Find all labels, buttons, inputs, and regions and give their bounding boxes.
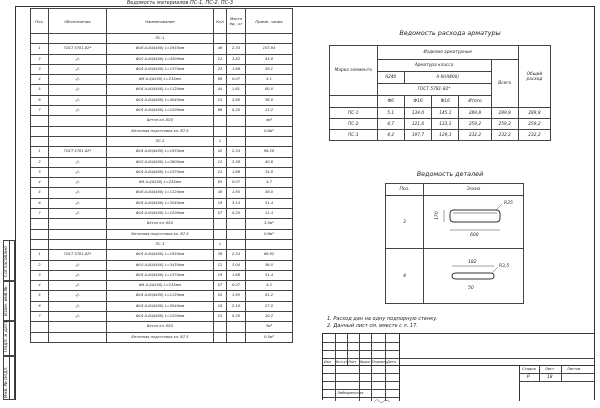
- cell-pos: 3: [31, 270, 49, 280]
- cell-note: 0.6м³: [246, 229, 293, 239]
- cell-designation: -//-: [49, 281, 107, 291]
- cell-name: ПС-1: [107, 34, 214, 44]
- stamp-h-list: Лист: [545, 367, 555, 371]
- cell-designation: -//-: [49, 301, 107, 311]
- h-sub-10: Ф10: [404, 96, 431, 108]
- cell-qty: [214, 126, 227, 136]
- title-block: [322, 333, 594, 400]
- cell-designation: -//-: [49, 75, 107, 85]
- spec-row: [31, 291, 293, 301]
- cell-pos: [31, 219, 49, 229]
- cell-mass: 2.60: [227, 95, 246, 105]
- cell-note: [246, 239, 293, 249]
- cell-note: 27.0: [246, 301, 293, 311]
- cons-value: 232,2: [491, 130, 518, 141]
- stamp-sheet-number: 18: [547, 375, 553, 380]
- side-label-sign: Подп. и дата: [4, 320, 9, 352]
- cons-value: 129,3: [432, 130, 459, 141]
- detail-3-height: 170: [435, 211, 440, 220]
- spec-row: [31, 270, 293, 280]
- cell-pos: [31, 332, 49, 342]
- cell-note: 31.4: [246, 270, 293, 280]
- cell-pos: [31, 229, 49, 239]
- cell-designation: -//-: [49, 167, 107, 177]
- cell-note: 11.4: [246, 209, 293, 219]
- cell-qty: [214, 219, 227, 229]
- cell-designation: ГОСТ 5781-82*: [49, 250, 107, 260]
- cell-name: Ф16 А-III(А400) L=1935мм: [107, 44, 214, 54]
- cell-qty: [214, 322, 227, 332]
- consumption-row: [330, 108, 551, 119]
- detail-4-length: 182: [468, 260, 477, 265]
- cell-designation: [49, 239, 107, 249]
- cell-note: 31.4: [246, 198, 293, 208]
- spec-row: [31, 126, 293, 136]
- details-title: Ведомость деталей: [416, 170, 484, 178]
- cell-name: Ф16 А-III(А400) L=3540мм: [107, 198, 214, 208]
- cell-mass: 0.07: [227, 75, 246, 85]
- side-label-inv: Инв. № подл.: [4, 366, 9, 398]
- cell-pos: 2: [31, 157, 49, 167]
- cons-mark: ПС-2: [330, 119, 378, 130]
- cell-mass: 1.95: [227, 291, 246, 301]
- cell-qty: 42: [214, 147, 227, 157]
- cons-value: 4,2: [377, 130, 404, 141]
- cell-qty: 38: [214, 250, 227, 260]
- cell-name: Ф16 А-III(А400) L=1935мм: [107, 147, 214, 157]
- cell-pos: [31, 126, 49, 136]
- cell-name: Ф16 А-III(А400) L=1200мм: [107, 312, 214, 322]
- cell-mass: 2.34: [227, 44, 246, 54]
- details-table: [385, 183, 524, 304]
- cell-mass: 2.34: [227, 250, 246, 260]
- spec-row: [31, 281, 293, 291]
- cell-note: 0.5м³: [246, 332, 293, 342]
- cons-value: 232,2: [459, 130, 491, 141]
- cell-qty: 12: [214, 260, 227, 270]
- cons-value: 259,2: [518, 119, 550, 130]
- cell-qty: [214, 332, 227, 342]
- cell-pos: 7: [31, 106, 49, 116]
- cell-qty: 12: [214, 157, 227, 167]
- frame-left: [15, 6, 16, 400]
- cons-value: 133,1: [432, 119, 459, 130]
- cell-note: 4.7: [246, 178, 293, 188]
- cell-note: 4.2: [246, 281, 293, 291]
- cell-mass: 0.20: [227, 209, 246, 219]
- cell-designation: -//-: [49, 260, 107, 270]
- cell-note: 88.92: [246, 250, 293, 260]
- stamp-h-date: Дата: [387, 360, 396, 364]
- cell-qty: 57: [214, 281, 227, 291]
- cell-note: 40.6: [246, 157, 293, 167]
- cell-name: Ф16 А-III(А400) L=1120мм: [107, 85, 214, 95]
- cell-designation: -//-: [49, 157, 107, 167]
- h-sub-total: Итого: [459, 96, 491, 108]
- cell-mass: [227, 332, 246, 342]
- frame-right: [594, 6, 595, 400]
- cell-note: 36.5: [246, 260, 293, 270]
- cell-name: Ф16 А-III(А400) L=1370мм: [107, 270, 214, 280]
- cons-value: 145.1: [432, 108, 459, 119]
- cell-note: 45.8: [246, 54, 293, 64]
- cell-designation: -//-: [49, 291, 107, 301]
- spec-row: [31, 229, 293, 239]
- cell-name: Бетон кл. В25: [107, 116, 214, 126]
- cell-mass: 1.95: [227, 188, 246, 198]
- cell-pos: [31, 322, 49, 332]
- cell-mass: [227, 126, 246, 136]
- spec-row: [31, 157, 293, 167]
- cell-pos: 2: [31, 54, 49, 64]
- cell-pos: 7: [31, 209, 49, 219]
- cell-pos: 4: [31, 178, 49, 188]
- cell-mass: 1.81: [227, 85, 246, 95]
- spec-row: [31, 260, 293, 270]
- note-2: 2. Данный лист см. вместе с л. 17.: [327, 323, 418, 329]
- cell-designation: -//-: [49, 106, 107, 116]
- cell-note: 38.1: [246, 64, 293, 74]
- cell-qty: 69: [214, 75, 227, 85]
- cell-pos: 1: [31, 44, 49, 54]
- cell-pos: 6: [31, 95, 49, 105]
- spec-row: [31, 250, 293, 260]
- cell-pos: 5: [31, 291, 49, 301]
- cell-mass: [227, 116, 246, 126]
- consumption-row: [330, 130, 551, 141]
- cell-pos: 5: [31, 188, 49, 198]
- cell-note: 0.6м³: [246, 126, 293, 136]
- spec-row: [31, 219, 293, 229]
- cell-pos: 3: [31, 64, 49, 74]
- cell-name: Ф16 А-III(А400) L=3040мм: [107, 301, 214, 311]
- cell-qty: [214, 116, 227, 126]
- h-class: Арматура класса: [377, 60, 491, 72]
- stamp-h-lists: Листов: [567, 367, 581, 371]
- cell-name: Ф16 А-III(А400) L=1370мм: [107, 64, 214, 74]
- cell-designation: -//-: [49, 312, 107, 322]
- spec-row: [31, 106, 293, 116]
- cell-name: Ф16 А-III(А400) L=1200мм: [107, 209, 214, 219]
- cell-pos: 1: [31, 250, 49, 260]
- cell-name: Ф16 А-III(А400) L=1370мм: [107, 167, 214, 177]
- h-mark: Марка элемента: [330, 46, 378, 96]
- detail-3-drawing: [424, 196, 524, 246]
- cell-designation: [49, 116, 107, 126]
- cons-value: 259,2: [459, 119, 491, 130]
- cell-mass: [227, 34, 246, 44]
- rebar-consumption-table: [329, 45, 551, 141]
- cell-designation: [49, 136, 107, 146]
- cell-designation: -//-: [49, 54, 107, 64]
- consumption-row: [330, 119, 551, 130]
- cell-note: 13.2: [246, 106, 293, 116]
- h-total-col: Всего: [491, 60, 518, 108]
- cell-mass: 0.07: [227, 178, 246, 188]
- cell-name: ПС-3: [107, 239, 214, 249]
- cell-note: [246, 34, 293, 44]
- spec-row: [31, 75, 293, 85]
- stamp-h-sign: Подпись: [372, 360, 388, 364]
- cons-value: 259,2: [491, 119, 518, 130]
- h-a400: А-III(А400): [404, 72, 491, 84]
- col-name: Наименование: [107, 9, 214, 34]
- cons-value: 139.0: [404, 108, 431, 119]
- materials-spec-table: [30, 8, 293, 343]
- spec-row: [31, 64, 293, 74]
- cell-pos: 7: [31, 312, 49, 322]
- cell-pos: 6: [31, 301, 49, 311]
- cell-note: [246, 136, 293, 146]
- cell-qty: [214, 229, 227, 239]
- cell-mass: 0.20: [227, 312, 246, 322]
- detail-4-drawing: [424, 249, 524, 301]
- detail-pos-4: 4: [386, 249, 424, 304]
- cons-value: 232,2: [518, 130, 550, 141]
- detail-3-length: 600: [470, 233, 479, 238]
- cell-designation: -//-: [49, 85, 107, 95]
- cell-qty: 18: [214, 198, 227, 208]
- cell-note: 107.64: [246, 44, 293, 54]
- detail-sketch-3: [424, 196, 524, 249]
- cell-designation: ГОСТ 5781-82*: [49, 44, 107, 54]
- h-det-pos: Поз.: [386, 184, 424, 196]
- cell-name: Ф6 А-I(А240) L=232мм: [107, 281, 214, 291]
- spec-row: [31, 239, 293, 249]
- cell-qty: 15: [214, 95, 227, 105]
- cell-mass: 3.82: [227, 54, 246, 64]
- cell-qty: 55: [214, 291, 227, 301]
- cell-qty: 21: [214, 167, 227, 177]
- col-qty: Кол: [214, 9, 227, 34]
- cell-mass: [227, 229, 246, 239]
- cell-designation: [49, 229, 107, 239]
- stamp-author: Лебединских: [337, 390, 364, 395]
- cell-designation: -//-: [49, 95, 107, 105]
- stamp-h-sheet: Лист: [348, 360, 357, 364]
- cell-note: 4м³: [246, 116, 293, 126]
- cons-value: 289,8: [459, 108, 491, 119]
- cell-name: Бетонная подготовка кл. В7.5: [107, 332, 214, 342]
- cons-mark: ПС-1: [330, 108, 378, 119]
- detail-4-height: 50: [468, 286, 474, 291]
- spec-row: [31, 136, 293, 146]
- cell-qty: 66: [214, 106, 227, 116]
- stamp-h-count: Кол.уч: [336, 360, 348, 364]
- cell-mass: [227, 322, 246, 332]
- cell-name: Ф16 А-III(А400) L=1935мм: [107, 250, 214, 260]
- col-pos: Поз.: [31, 9, 49, 34]
- spec-row: [31, 85, 293, 95]
- cell-note: 98.28: [246, 147, 293, 157]
- cell-name: Ф16 А-III(А400) L=4040мм: [107, 95, 214, 105]
- h-det-sketch: Эскиз: [424, 184, 524, 196]
- side-label-replace: Взам. инв.№: [4, 286, 9, 316]
- cell-pos: 4: [31, 281, 49, 291]
- cell-qty: 63: [214, 178, 227, 188]
- cell-designation: [49, 332, 107, 342]
- cell-mass: 2.10: [227, 301, 246, 311]
- cell-qty: 57: [214, 209, 227, 219]
- cell-pos: 2: [31, 260, 49, 270]
- cons-value: 289,8: [491, 108, 518, 119]
- cell-designation: [49, 126, 107, 136]
- cell-name: Бетонная подготовка кл. В7.5: [107, 126, 214, 136]
- cell-mass: 0.20: [227, 106, 246, 116]
- cell-mass: 3.04: [227, 260, 246, 270]
- spec-row: [31, 301, 293, 311]
- cell-designation: -//-: [49, 188, 107, 198]
- cell-qty: 1: [214, 136, 227, 146]
- detail-pos-3: 3: [386, 196, 424, 249]
- cell-name: Ф16 А-III(А400) L=1200мм: [107, 106, 214, 116]
- cell-name: Бетон кл. В25: [107, 219, 214, 229]
- cell-name: Ф10 А-III(А400) L=4300мм: [107, 54, 214, 64]
- h-overall: Общий расход: [518, 46, 550, 108]
- detail-sketch-4: [424, 249, 524, 304]
- spec-row: [31, 167, 293, 177]
- spec-row: [31, 188, 293, 198]
- cons-mark: ПС-3: [330, 130, 378, 141]
- h-empty: [330, 96, 378, 108]
- h-sub-16: Ф16: [432, 96, 459, 108]
- spec-title: Ведомость материалов ПС-1, ПС-2, ПС-3: [126, 0, 234, 6]
- spec-row: [31, 209, 293, 219]
- h-items: Изделия арматурные: [377, 46, 518, 60]
- cell-mass: [227, 136, 246, 146]
- cell-mass: 1.66: [227, 167, 246, 177]
- detail-3-radius: R35: [504, 201, 513, 206]
- cell-qty: 23: [214, 64, 227, 74]
- cell-designation: [49, 219, 107, 229]
- spec-row: [31, 312, 293, 322]
- cell-pos: [31, 34, 49, 44]
- cell-qty: 1: [214, 239, 227, 249]
- cell-designation: -//-: [49, 270, 107, 280]
- spec-row: [31, 95, 293, 105]
- cell-qty: 19: [214, 270, 227, 280]
- h-a240: А240: [377, 72, 404, 84]
- cell-note: 3м³: [246, 322, 293, 332]
- cell-name: ПС-2: [107, 136, 214, 146]
- cell-qty: 46: [214, 44, 227, 54]
- stamp-stage: Р: [527, 375, 530, 380]
- cell-mass: [227, 239, 246, 249]
- cell-mass: 1.66: [227, 270, 246, 280]
- cell-designation: [49, 322, 107, 332]
- spec-row: [31, 147, 293, 157]
- cell-designation: [49, 34, 107, 44]
- h-sub-6: Ф6: [377, 96, 404, 108]
- cell-mass: 0.07: [227, 281, 246, 291]
- consumption-title: Ведомость расхода арматуры: [399, 29, 501, 37]
- cell-name: Ф10 А-III(А400) L=3800мм: [107, 157, 214, 167]
- cell-designation: -//-: [49, 178, 107, 188]
- cons-value: 121,6: [404, 119, 431, 130]
- spec-row: [31, 198, 293, 208]
- note-1: 1. Расход дан на одну подпорную стенку.: [327, 316, 438, 322]
- cell-qty: 51: [214, 312, 227, 322]
- cell-pos: [31, 116, 49, 126]
- cell-name: Бетон кл. В25: [107, 322, 214, 332]
- stamp-h-doc: №док: [360, 360, 370, 364]
- cell-mass: 3.14: [227, 198, 246, 208]
- cell-name: Ф10 А-III(А400) L=3430мм: [107, 260, 214, 270]
- cell-qty: 12: [214, 54, 227, 64]
- cell-pos: [31, 136, 49, 146]
- cons-value: 4,7: [377, 119, 404, 130]
- stamp-h-stage: Стадия: [522, 367, 536, 371]
- cell-designation: -//-: [49, 198, 107, 208]
- cell-mass: 2.34: [227, 147, 246, 157]
- cons-value: 197,7: [404, 130, 431, 141]
- spec-row: [31, 322, 293, 332]
- cell-pos: 3: [31, 167, 49, 177]
- spec-row: [31, 332, 293, 342]
- detail-4-radius: R3,5: [499, 264, 510, 269]
- cell-pos: 4: [31, 75, 49, 85]
- cell-note: 38.0: [246, 188, 293, 198]
- cons-value: 289,8: [518, 108, 550, 119]
- cell-note: 36.0: [246, 95, 293, 105]
- cell-note: 81.2: [246, 291, 293, 301]
- cell-note: 3.5м³: [246, 219, 293, 229]
- col-mass: Масса ед., кг: [227, 9, 246, 34]
- cell-note: 80.0: [246, 85, 293, 95]
- frame-top: [15, 6, 595, 7]
- cell-designation: ГОСТ 5781-82*: [49, 147, 107, 157]
- cell-note: 10.2: [246, 312, 293, 322]
- spec-row: [31, 178, 293, 188]
- cell-name: Ф16 А-III(А400) L=1120мм: [107, 291, 214, 301]
- cell-name: Ф16 А-III(А400) L=1120мм: [107, 188, 214, 198]
- cell-name: Ф6 А-I(А240) L=232мм: [107, 178, 214, 188]
- stamp-h-change: Изм: [324, 360, 331, 364]
- h-gost: ГОСТ 5781-82*: [377, 84, 491, 96]
- cell-qty: 18: [214, 301, 227, 311]
- cons-value: 5.1: [377, 108, 404, 119]
- cell-mass: [227, 219, 246, 229]
- spec-row: [31, 34, 293, 44]
- col-note: Приме- чание: [246, 9, 293, 34]
- cell-qty: 38: [214, 188, 227, 198]
- col-designation: Обозначение: [49, 9, 107, 34]
- cell-mass: 3.38: [227, 157, 246, 167]
- stamp-signature: [373, 389, 391, 395]
- cell-name: Бетонная подготовка кл. В7.5: [107, 229, 214, 239]
- cell-mass: 1.66: [227, 64, 246, 74]
- spec-row: [31, 44, 293, 54]
- cell-qty: [214, 34, 227, 44]
- cell-pos: 6: [31, 198, 49, 208]
- cell-note: 34.8: [246, 167, 293, 177]
- spec-row: [31, 116, 293, 126]
- cell-designation: -//-: [49, 64, 107, 74]
- cell-note: 5.1: [246, 75, 293, 85]
- cell-qty: 44: [214, 85, 227, 95]
- cell-name: Ф6 А-I(А240) L=232мм: [107, 75, 214, 85]
- cell-pos: 1: [31, 147, 49, 157]
- cell-pos: [31, 239, 49, 249]
- cell-pos: 5: [31, 85, 49, 95]
- spec-row: [31, 54, 293, 64]
- side-label-approved: Согласовано: [4, 246, 9, 277]
- cell-designation: -//-: [49, 209, 107, 219]
